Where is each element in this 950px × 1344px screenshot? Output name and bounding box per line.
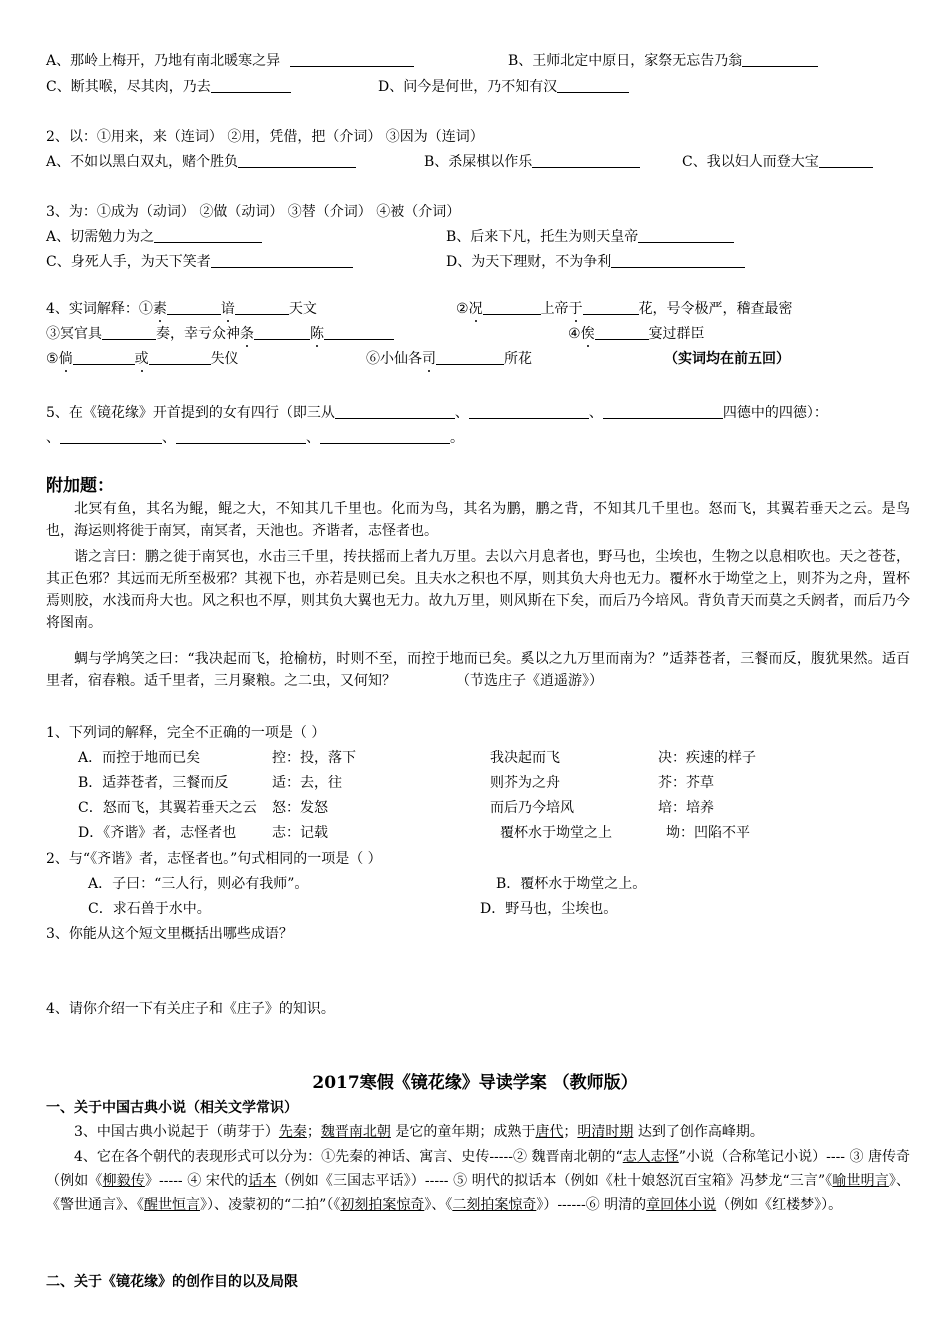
q1-option-cell: 覆杯水于坳堂之上 xyxy=(500,825,612,841)
answer-blank[interactable] xyxy=(819,153,873,168)
answer-blank[interactable] xyxy=(595,325,649,340)
teacher-line-3: 3、中国古典小说起于（萌芽于）先秦；魏晋南北朝 是它的童年期；成熟于唐代；明清时期 达到了创作高峰期。 xyxy=(74,1124,764,1140)
q1-option-cell: 适：去，往 xyxy=(272,775,342,791)
bonus-q3: 3、你能从这个短文里概括出哪些成语？ xyxy=(46,926,293,942)
q1-option-cell: D．《齐谐》者，志怪者也 xyxy=(78,825,237,841)
answer-blank[interactable] xyxy=(320,429,450,444)
answer-blank[interactable] xyxy=(254,325,310,340)
q1-option-d: D、问今是何世，乃不知有汉 xyxy=(378,78,629,96)
bonus-q2: 2、与“《齐谐》者，志怪者也。”句式相同的一项是（ ） xyxy=(46,851,382,867)
q1-option-cell: C．怒而飞，其翼若垂天之云 xyxy=(78,800,257,816)
bonus-q2-option-b: B．覆杯水于坳堂之上。 xyxy=(496,876,647,892)
answer-blank[interactable] xyxy=(154,228,262,243)
bonus-q2-option-c: C．求石兽于水中。 xyxy=(88,901,211,917)
q1-option-cell: 怒：发怒 xyxy=(272,800,328,816)
answer-blank[interactable] xyxy=(557,78,629,93)
q1-option-cell: 决：疾速的样子 xyxy=(658,750,756,766)
answer-blank[interactable] xyxy=(238,153,356,168)
answer-blank[interactable] xyxy=(638,228,734,243)
q5-line-1: 5、在《镜花缘》开首提到的女有四行（即三从 、 、 四德中的四德）： xyxy=(46,405,828,421)
q3-header: 3、为：①成为（动词） ②做（动词） ③替（介词） ④被（介词） xyxy=(46,204,461,220)
answer-blank[interactable] xyxy=(436,350,504,365)
q1-option-cell: 而后乃今培风 xyxy=(490,800,574,816)
q1-option-cell: 芥：芥草 xyxy=(658,775,714,791)
q1-option-a: A、那岭上梅开，乃地有南北暖寒之异 xyxy=(46,52,414,70)
bonus-q4: 4、请你介绍一下有关庄子和《庄子》的知识。 xyxy=(46,1001,335,1017)
q3-option-c: C、身死人手，为天下笑者 xyxy=(46,253,353,271)
q2-option-c: C、我以妇人而登大宝 xyxy=(682,153,873,171)
q2-option-b: B、杀屎棋以作乐 xyxy=(424,153,640,171)
q1-option-cell: 坳：凹陷不平 xyxy=(666,825,750,841)
q4-row-1: 4、实词解释：①素 谙 天文 xyxy=(46,301,317,317)
q4-note: （实词均在前五回） xyxy=(664,351,790,367)
teacher-line-4: 4、它在各个朝代的表现形式可以分为：①先秦的神话、寓言、史传-----② 魏晋南北朝的“志人志怪”小说（合称笔记小说）---- ③ 唐传奇（例如《柳毅传》----- ④ 宋代的话本（例如《三国志平话》）----- ⑤ 明代的拟话本（例如《杜十娘怒沉百宝箱》冯梦龙“三言”《喻世明言》、《警世通言》、《醒世恒言》）、凌蒙初的“二拍”（《初刻拍案惊奇》、《二刻拍案惊奇》）------⑥ 明清的章回体小说（例如《红楼梦》）。 xyxy=(46,1149,911,1213)
answer-blank[interactable] xyxy=(532,153,640,168)
answer-blank[interactable] xyxy=(290,52,414,67)
teacher-title: 2017寒假《镜花缘》导读学案 （教师版） xyxy=(312,1073,638,1093)
answer-blank[interactable] xyxy=(235,300,289,315)
passage-paragraph-3: 蜩与学鸠笑之曰：“我决起而飞，抢榆枋，时则不至，而控于地而已矣。奚以之九万里而南为？”适莽苍者，三餐而反，腹犹果然。适百里者，宿春粮。适千里者，三月聚粮。之二虫，又何知？ （节选庄子《逍遥游》） xyxy=(46,651,910,689)
answer-blank[interactable] xyxy=(742,52,818,67)
bonus-q1: 1、下列词的解释，完全不正确的一项是（ ） xyxy=(46,725,326,741)
q1-option-c: C、断其喉，尽其肉，乃去 xyxy=(46,78,291,96)
q3-option-b: B、后来下凡，托生为则天皇帝 xyxy=(446,228,734,246)
passage-paragraph-1: 北冥有鱼，其名为鲲，鲲之大，不知其几千里也。化而为鸟，其名为鹏，鹏之背，不知其几千里也。怒而飞，其翼若垂天之云。是鸟也，海运则将徙于南冥，南冥者，天池也。齐谐者，志怪者也。 xyxy=(46,501,910,539)
answer-blank[interactable] xyxy=(324,325,394,340)
q4-row-2-b: ④俟 宴过群臣 xyxy=(568,326,705,342)
answer-blank[interactable] xyxy=(583,300,639,315)
bonus-q2-option-d: D．野马也，尘埃也。 xyxy=(480,901,618,917)
answer-blank[interactable] xyxy=(211,253,353,268)
bonus-q2-option-a: A．子曰：“三人行，则必有我师”。 xyxy=(88,876,309,892)
q1-option-b: B、王师北定中原日，家祭无忘告乃翁 xyxy=(508,52,818,70)
q1-option-cell: 我决起而飞 xyxy=(490,750,560,766)
passage-source: （节选庄子《逍遥游》） xyxy=(456,673,603,689)
answer-blank[interactable] xyxy=(211,78,291,93)
passage-paragraph-2: 谐之言曰：鹏之徙于南冥也，水击三千里，抟扶摇而上者九万里。去以六月息者也，野马也，尘埃也，生物之以息相吹也。天之苍苍，其正色邪？其远而无所至极邪？其视下也，亦若是则已矣。且夫水之积也不厚，则其负大舟也无力。覆杯水于坳堂之上，则芥为之舟，置杯焉则胶，水浅而舟大也。风之积也不厚，则其负大翼也无力。故九万里，则风斯在下矣，而后乃今培风。背负青天而莫之夭阏者，而后乃今将图南。 xyxy=(46,549,910,631)
q4-row-1-b: ②况 上帝于 花，号令极严，稽查最密 xyxy=(456,301,793,317)
q2-option-a: A、不如以黑白双丸，赌个胜负 xyxy=(46,153,356,171)
q4-row-3: ⑤倘 或 失仪 xyxy=(46,351,239,367)
answer-blank[interactable] xyxy=(611,253,745,268)
answer-blank[interactable] xyxy=(102,325,156,340)
q1-option-cell: 则芥为之舟 xyxy=(490,775,560,791)
answer-blank[interactable] xyxy=(469,404,589,419)
q3-option-a: A、切需勉力为之 xyxy=(46,228,262,246)
answer-blank[interactable] xyxy=(335,404,455,419)
answer-blank[interactable] xyxy=(603,404,723,419)
answer-blank[interactable] xyxy=(60,429,162,444)
q1-option-cell: B．适莽苍者，三餐而反 xyxy=(78,775,229,791)
answer-blank[interactable] xyxy=(167,300,221,315)
section-2-heading: 二、关于《镜花缘》的创作目的以及局限 xyxy=(46,1274,298,1290)
q4-row-2: ③冥官具 奏，幸亏众神条 陈 xyxy=(46,325,394,343)
answer-blank[interactable] xyxy=(149,350,211,365)
q2-header: 2、以：①用来，来（连词） ②用，凭借，把（介词） ③因为（连词） xyxy=(46,129,484,145)
q1-option-cell: 培：培养 xyxy=(658,800,714,816)
section-1-heading: 一、关于中国古典小说（相关文学常识） xyxy=(46,1100,298,1116)
q1-option-cell: 志：记载 xyxy=(272,825,328,841)
q4-row-3-b: ⑥小仙各司 所花 xyxy=(366,351,532,367)
q3-option-d: D、为天下理财，不为争利 xyxy=(446,253,745,271)
bonus-title: 附加题： xyxy=(46,476,114,496)
answer-blank[interactable] xyxy=(73,350,135,365)
q5-line-2: 、 、 、 。 xyxy=(46,430,464,446)
answer-blank[interactable] xyxy=(176,429,306,444)
q1-option-cell: 控：投，落下 xyxy=(272,750,356,766)
answer-blank[interactable] xyxy=(483,300,541,315)
q1-option-cell: A．而控于地而已矣 xyxy=(78,750,201,766)
